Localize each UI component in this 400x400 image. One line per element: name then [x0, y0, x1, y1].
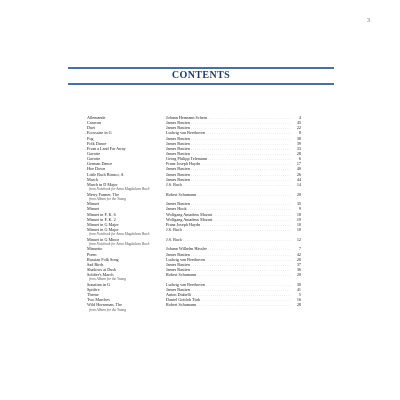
- toc-entry-page: 22: [296, 125, 301, 131]
- toc-entry-title: Folk Dance: [87, 140, 107, 146]
- page-title: CONTENTS: [171, 70, 231, 81]
- toc-entry-composer: Johann Wilhelm Hässler . . .: [166, 246, 291, 251]
- toc-entry-title: Minuet: [87, 201, 100, 207]
- toc-entry-title: from Album for the Young: [89, 196, 127, 201]
- toc-entry-composer: James Bastien . . .: [166, 287, 291, 292]
- toc-entry-title: Minuet: [87, 206, 100, 212]
- toc-entry-title: From a Land Far Away: [87, 145, 126, 151]
- toc-entry-page: 10: [296, 227, 301, 232]
- toc-entry-composer: Ludwig van Beethoven . . .: [166, 282, 291, 287]
- toc-entry-title: Caravan: [87, 120, 101, 126]
- toc-entry-composer: Ludwig van Beethoven . . .: [166, 257, 291, 262]
- toc-entry-composer: James Bastien . . .: [166, 136, 291, 141]
- toc-entry-title: Soldier's March: [87, 272, 114, 278]
- toc-entry-composer: James Bastien . . .: [166, 177, 291, 182]
- toc-entry-title: Merry Farmer, The: [87, 191, 119, 197]
- toc-entry-page: 36: [296, 267, 301, 273]
- toc-entry-page: 19: [296, 216, 301, 222]
- toc-entry-title: Spitfire: [87, 287, 100, 293]
- toc-entry-title: from Notebook for Anna Magdalena Bach: [89, 232, 150, 237]
- toc-entry-title: Minuet in G Minor: [87, 236, 119, 242]
- toc-entry-composer: J.S. Bach . . .: [166, 182, 291, 187]
- toc-entry-title: Allemande: [87, 115, 106, 120]
- toc-entry-page: 20: [296, 256, 301, 262]
- toc-entry-page: 45: [296, 120, 301, 126]
- toc-entry-composer: James Bastien . . .: [166, 252, 291, 257]
- toc-entry-title: Sonatina in G: [87, 281, 111, 287]
- toc-entry-page: 12: [296, 236, 301, 242]
- toc-entry-composer: James Bastien . . .: [166, 125, 291, 130]
- toc-source-note: [87, 308, 301, 313]
- toc-entry-page: 14: [296, 181, 301, 187]
- toc-entry-composer: Wolfgang Amadeus Mozart . . .: [166, 217, 291, 222]
- toc-entry-title: German Dance: [87, 161, 113, 167]
- page-number: 3: [367, 18, 370, 24]
- toc-entry-title: from Album for the Young: [89, 277, 127, 282]
- toc-entry-composer: Anton Diabelli . . .: [166, 292, 291, 297]
- toc-entry-title: Gavotte: [87, 150, 101, 156]
- toc-entry-composer: Franz Joseph Haydn . . .: [166, 161, 291, 166]
- toc-entry-title: Poem: [87, 251, 97, 257]
- toc-entry-page: 37: [296, 261, 301, 267]
- toc-entry-title: Minuet in F, K. 6: [87, 211, 116, 217]
- toc-entry-composer: James Bastien . . .: [166, 166, 291, 171]
- toc-entry-page: 35: [296, 201, 301, 207]
- toc-entry-title: Little Bach Bianco, A: [87, 171, 124, 177]
- toc-entry-page: 26: [296, 171, 301, 177]
- toc-entry-title: from Notebook for Anna Magdalena Bach: [89, 241, 150, 246]
- toc-entry-title: Duet: [87, 125, 96, 131]
- toc-entry-page: 10: [296, 221, 301, 227]
- toc-entry-title: Sad Birds: [87, 261, 104, 267]
- toc-entry-title: Wild Horseman, The: [87, 302, 122, 308]
- toc-entry-title: Theme: [87, 292, 99, 298]
- toc-entry-page: 16: [296, 297, 301, 303]
- toc-entry-title: Hoe Down: [87, 166, 106, 172]
- toc-entry-page: 8: [298, 130, 301, 136]
- toc-entry-title: Minuet in F, K. 2: [87, 216, 116, 222]
- toc-entry-page: 42: [296, 251, 301, 257]
- toc-entry-composer: Johann Hermann Schein . . .: [166, 115, 291, 120]
- toc-entry-composer: Daniel Gottlob Türk . . .: [166, 297, 291, 302]
- toc-entry-composer: James Bastien . . .: [166, 262, 291, 267]
- toc-entry-composer: Ludwig van Beethoven . . .: [166, 130, 291, 135]
- toc-entry-title: Gavotte: [87, 156, 101, 162]
- toc-entry-title: Shadows at Dusk: [87, 267, 117, 273]
- toc-entry-title: Minuetto: [87, 246, 103, 252]
- toc-entry-composer: James Bastien . . .: [166, 172, 291, 177]
- toc-entry-composer: James Bastien . . .: [166, 201, 291, 206]
- toc-entry-page: 33: [296, 145, 301, 151]
- toc-entry-title: Two Marches: [87, 297, 110, 303]
- toc-entry-page: 4: [298, 115, 301, 120]
- toc-entry-composer: J.S. Bach . . .: [166, 237, 291, 242]
- toc-entry-page: 28: [296, 302, 301, 308]
- toc-entry-page: 18: [296, 211, 301, 217]
- toc-entry-page: 41: [296, 287, 301, 293]
- table-of-contents: [87, 115, 301, 312]
- toc-entry-title: March: [87, 176, 98, 182]
- toc-entry-title: Russian Folk Song: [87, 256, 119, 262]
- toc-entry-composer: Wolfgang Amadeus Mozart . . .: [166, 212, 291, 217]
- toc-entry-page: 39: [296, 140, 301, 146]
- toc-entry-composer: James Bastien . . .: [166, 146, 291, 151]
- toc-entry-page: 44: [296, 176, 301, 182]
- toc-entry-page: 5: [298, 292, 301, 298]
- toc-entry-composer: James Bastien . . .: [166, 151, 291, 156]
- toc-entry-page: 20: [296, 272, 301, 278]
- toc-entry-composer: James Bastien . . .: [166, 141, 291, 146]
- toc-entry-title: from Notebook for Anna Magdalena Bach: [89, 186, 150, 191]
- toc-entry-page: 17: [296, 161, 301, 167]
- toc-entry-composer: J.S. Bach . . .: [166, 227, 291, 232]
- toc-entry-page: 30: [296, 281, 301, 287]
- toc-entry-title: March in D Major: [87, 181, 118, 187]
- toc-entry-page: 20: [296, 191, 301, 197]
- toc-entry-composer: Franz Joseph Haydn . . .: [166, 222, 291, 227]
- toc-entry-composer: James Bastien . . .: [166, 267, 291, 272]
- header-rule-top: [68, 67, 334, 69]
- toc-entry-page: 7: [298, 246, 301, 252]
- toc-entry-composer: Robert Schumann . . .: [166, 302, 291, 307]
- toc-entry-title: Minuet in G Major: [87, 227, 119, 232]
- toc-entry-page: 9: [298, 206, 301, 212]
- header-rule-bottom: [68, 83, 334, 85]
- toc-entry-title: from Album for the Young: [89, 307, 127, 312]
- toc-entry-composer: James Hook . . .: [166, 206, 291, 211]
- toc-entry-page: 40: [296, 166, 301, 172]
- toc-entry-page: 6: [298, 156, 301, 162]
- toc-entry-page: 28: [296, 150, 301, 156]
- toc-entry-composer: James Bastien . . .: [166, 120, 291, 125]
- toc-entry-title: Minuet in G Major: [87, 221, 119, 227]
- contents-header: [68, 64, 334, 86]
- toc-entry-title: Ecossaise in G: [87, 130, 112, 136]
- toc-entry-title: Fog: [87, 135, 94, 141]
- toc-entry-composer: Georg Philipp Telemann . . .: [166, 156, 291, 161]
- toc-entry-composer: Robert Schumann . . .: [166, 272, 291, 277]
- toc-entry-composer: Robert Schumann . . .: [166, 192, 291, 197]
- toc-entry-page: 38: [296, 135, 301, 141]
